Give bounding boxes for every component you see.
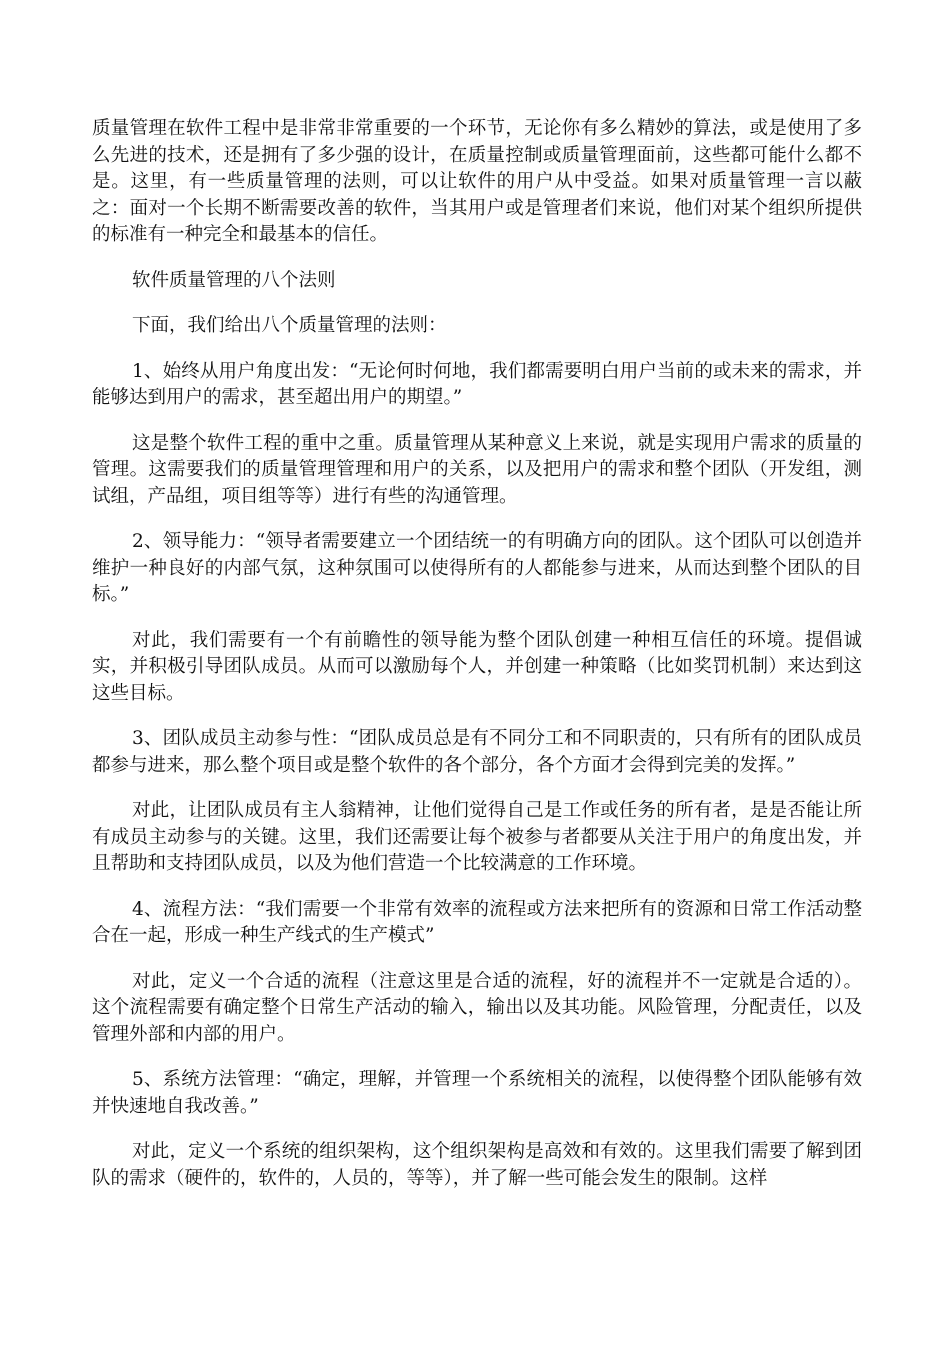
rule-5-explanation: 对此，定义一个系统的组织架构，这个组织架构是高效和有效的。这里我们需要了解到团队的需求（硬件的，软件的，人员的，等等），并了解一些可能会发生的限制。这样 [92,1141,862,1189]
rule-1-explanation: 这是整个软件工程的重中之重。质量管理从某种意义上来说，就是实现用户需求的质量的管理。这需要我们的质量管理管理和用户的关系，以及把用户的需求和整个团队（开发组，测试组，产品组，项目组等等）进行有些的沟通管理。 [92,432,862,507]
document-body [92,116,862,1211]
rule-2-explanation: 对此，我们需要有一个有前瞻性的领导能为整个团队创建一种相互信任的环境。提倡诚实，并积极引导团队成员。从而可以激励每个人，并创建一种策略（比如奖罚机制）来达到这这些目标。 [92,629,862,704]
rule-2: 2、领导能力：“领导者需要建立一个团结统一的有明确方向的团队。这个团队可以创造并维护一种良好的内部气氛，这种氛围可以使得所有的人都能参与进来，从而达到整个团队的目标。” [92,531,862,605]
section-intro: 下面，我们给出八个质量管理的法则： [132,315,447,336]
rule-3: 3、团队成员主动参与性：“团队成员总是有不同分工和不同职责的，只有所有的团队成员都参与进来，那么整个项目或是整个软件的各个部分，各个方面才会得到完美的发挥。” [92,728,862,776]
intro-paragraph: 质量管理在软件工程中是非常非常重要的一个环节，无论你有多么精妙的算法，或是使用了多么先进的技术，还是拥有了多少强的设计，在质量控制或质量管理面前，这些都可能什么都不是。这里，有一些质量管理的法则，可以让软件的用户从中受益。如果对质量管理一言以蔽之：面对一个长期不断需要改善的软件，当其用户或是管理者们来说，他们对某个组织所提供的标准有一种完全和最基本的信任。 [92,118,862,245]
rule-4: 4、流程方法：“我们需要一个非常有效率的流程或方法来把所有的资源和日常工作活动整合在一起，形成一种生产线式的生产模式” [92,898,862,946]
rule-4-explanation: 对此，定义一个合适的流程（注意这里是合适的流程，好的流程并不一定就是合适的）。这个流程需要有确定整个日常生产活动的输入，输出以及其功能。风险管理，分配责任，以及管理外部和内部的用户。 [92,970,862,1045]
rule-3-explanation: 对此，让团队成员有主人翁精神，让他们觉得自己是工作或任务的所有者，是是否能让所有成员主动参与的关键。这里，我们还需要让每个被参与者都要从关注于用户的角度出发，并且帮助和支持团队成员，以及为他们营造一个比较满意的工作环境。 [92,800,862,874]
section-heading: 软件质量管理的八个法则 [132,269,336,291]
rule-1: 1、始终从用户角度出发：“无论何时何地，我们都需要明白用户当前的或未来的需求，并能够达到用户的需求，甚至超出用户的期望。” [92,360,862,408]
rule-5: 5、系统方法管理：“确定，理解，并管理一个系统相关的流程，以使得整个团队能够有效并快速地自我改善。” [92,1069,862,1117]
